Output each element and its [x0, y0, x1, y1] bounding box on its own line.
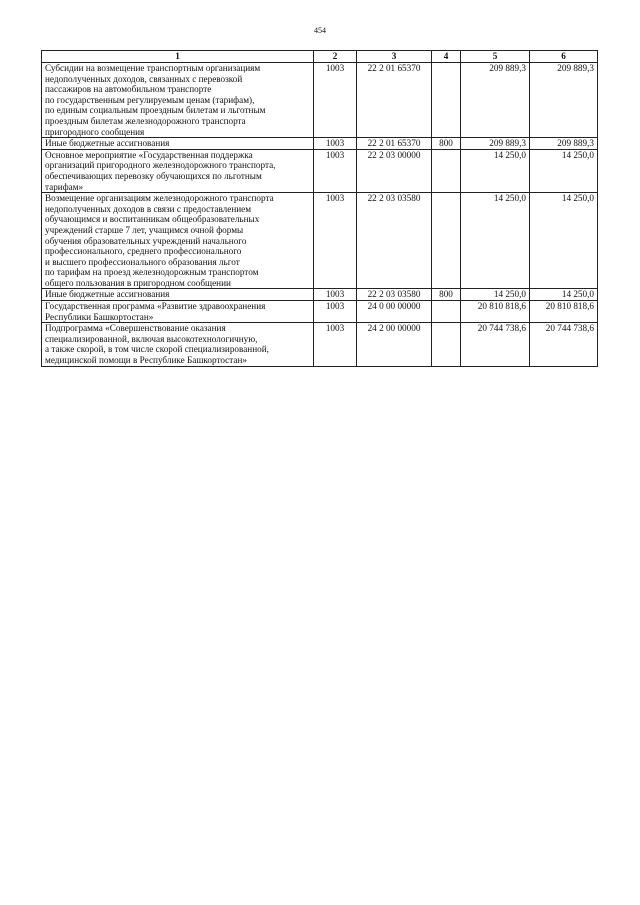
column-header: 3	[357, 51, 432, 63]
description-line: общего пользования в пригородном сообщении	[45, 277, 231, 288]
description-line: Подпрограмма «Совершенствование оказания	[45, 323, 226, 334]
description-line: по государственным регулируемым ценам (тарифам),	[45, 94, 255, 105]
column-header: 2	[314, 51, 357, 63]
section-code: 1003	[314, 289, 357, 301]
table-row	[42, 63, 598, 138]
section-code: 1003	[314, 138, 357, 150]
table-header-row	[42, 51, 598, 63]
expense-type-code	[432, 63, 461, 138]
amount-column-5: 14 250,0	[461, 193, 530, 289]
amount-column-6: 209 889,3	[530, 63, 598, 138]
column-header: 4	[432, 51, 461, 63]
amount-column-6: 20 744 738,6	[530, 323, 598, 366]
amount-column-6: 209 889,3	[530, 138, 598, 150]
column-header: 1	[42, 51, 314, 63]
budget-table	[41, 50, 598, 367]
target-article-code: 24 0 00 00000	[357, 301, 432, 323]
description-line: медицинской помощи в Республике Башкортостан»	[45, 355, 247, 366]
description-line: недополученных доходов в связи с предоставлением	[45, 203, 252, 214]
section-code: 1003	[314, 63, 357, 138]
description-line: Субсидии на возмещение транспортным организациям	[45, 63, 261, 73]
description-line: обеспечивающих перевозку обучающихся по льготным	[45, 170, 262, 181]
table-row	[42, 149, 598, 192]
target-article-code: 22 2 01 65370	[357, 138, 432, 150]
target-article-code: 22 2 03 03580	[357, 193, 432, 289]
row-description	[42, 138, 314, 150]
section-code: 1003	[314, 193, 357, 289]
description-line: Республики Башкортостан»	[45, 311, 154, 322]
row-description	[42, 63, 314, 138]
table-row	[42, 193, 598, 289]
amount-column-6: 20 810 818,6	[530, 301, 598, 323]
description-line: по тарифам на проезд железнодорожным транспортом	[45, 267, 259, 278]
description-line: учреждений старше 7 лет, учащимся очной формы	[45, 224, 244, 235]
row-description	[42, 289, 314, 301]
section-code: 1003	[314, 301, 357, 323]
description-line: и высшего профессионального образования льгот	[45, 256, 240, 267]
amount-column-5: 20 744 738,6	[461, 323, 530, 366]
description-line: проездным билетам железнодорожного транспорта	[45, 115, 246, 126]
amount-column-5: 209 889,3	[461, 138, 530, 150]
amount-column-6: 14 250,0	[530, 289, 598, 301]
description-line: Иные бюджетные ассигнования	[45, 289, 170, 300]
column-header: 6	[530, 51, 598, 63]
row-description	[42, 323, 314, 366]
description-line: тарифам»	[45, 181, 84, 192]
target-article-code: 22 2 01 65370	[357, 63, 432, 138]
row-description	[42, 193, 314, 289]
description-line: специализированной, включая высокотехнологичную,	[45, 333, 258, 344]
expense-type-code	[432, 149, 461, 192]
description-line: организаций пригородного железнодорожного транспорта,	[45, 160, 276, 171]
target-article-code: 22 2 03 00000	[357, 149, 432, 192]
expense-type-code	[432, 323, 461, 366]
row-description	[42, 301, 314, 323]
description-line: обучающимся и воспитанникам общеобразовательных	[45, 214, 260, 225]
amount-column-6: 14 250,0	[530, 149, 598, 192]
amount-column-5: 20 810 818,6	[461, 301, 530, 323]
amount-column-5: 14 250,0	[461, 149, 530, 192]
description-line: пригородного сообщения	[45, 126, 145, 137]
description-line: пассажиров на автомобильном транспорте	[45, 84, 212, 95]
table-row	[42, 138, 598, 150]
description-line: профессионального, среднего профессионального	[45, 246, 242, 257]
description-line: по единым социальным проездным билетам и льготным	[45, 105, 266, 116]
amount-column-6: 14 250,0	[530, 193, 598, 289]
description-line: Основное мероприятие «Государственная поддержка	[45, 149, 253, 160]
expense-type-code	[432, 301, 461, 323]
expense-type-code: 800	[432, 289, 461, 301]
column-header: 5	[461, 51, 530, 63]
target-article-code: 22 2 03 03580	[357, 289, 432, 301]
description-line: Государственная программа «Развитие здравоохранения	[45, 301, 266, 312]
table-row	[42, 289, 598, 301]
description-line: Возмещение организациям железнодорожного транспорта	[45, 193, 274, 204]
page-number: 454	[314, 26, 326, 35]
target-article-code: 24 2 00 00000	[357, 323, 432, 366]
section-code: 1003	[314, 149, 357, 192]
expense-type-code: 800	[432, 138, 461, 150]
table-row	[42, 323, 598, 366]
description-line: недополученных доходов, связанных с перевозкой	[45, 73, 243, 84]
amount-column-5: 14 250,0	[461, 289, 530, 301]
section-code: 1003	[314, 323, 357, 366]
row-description	[42, 149, 314, 192]
expense-type-code	[432, 193, 461, 289]
table-row	[42, 301, 598, 323]
description-line: обучения образовательных учреждений начального	[45, 235, 247, 246]
description-line: Иные бюджетные ассигнования	[45, 138, 170, 149]
amount-column-5: 209 889,3	[461, 63, 530, 138]
description-line: а также скорой, в том числе скорой специализированной,	[45, 344, 269, 355]
